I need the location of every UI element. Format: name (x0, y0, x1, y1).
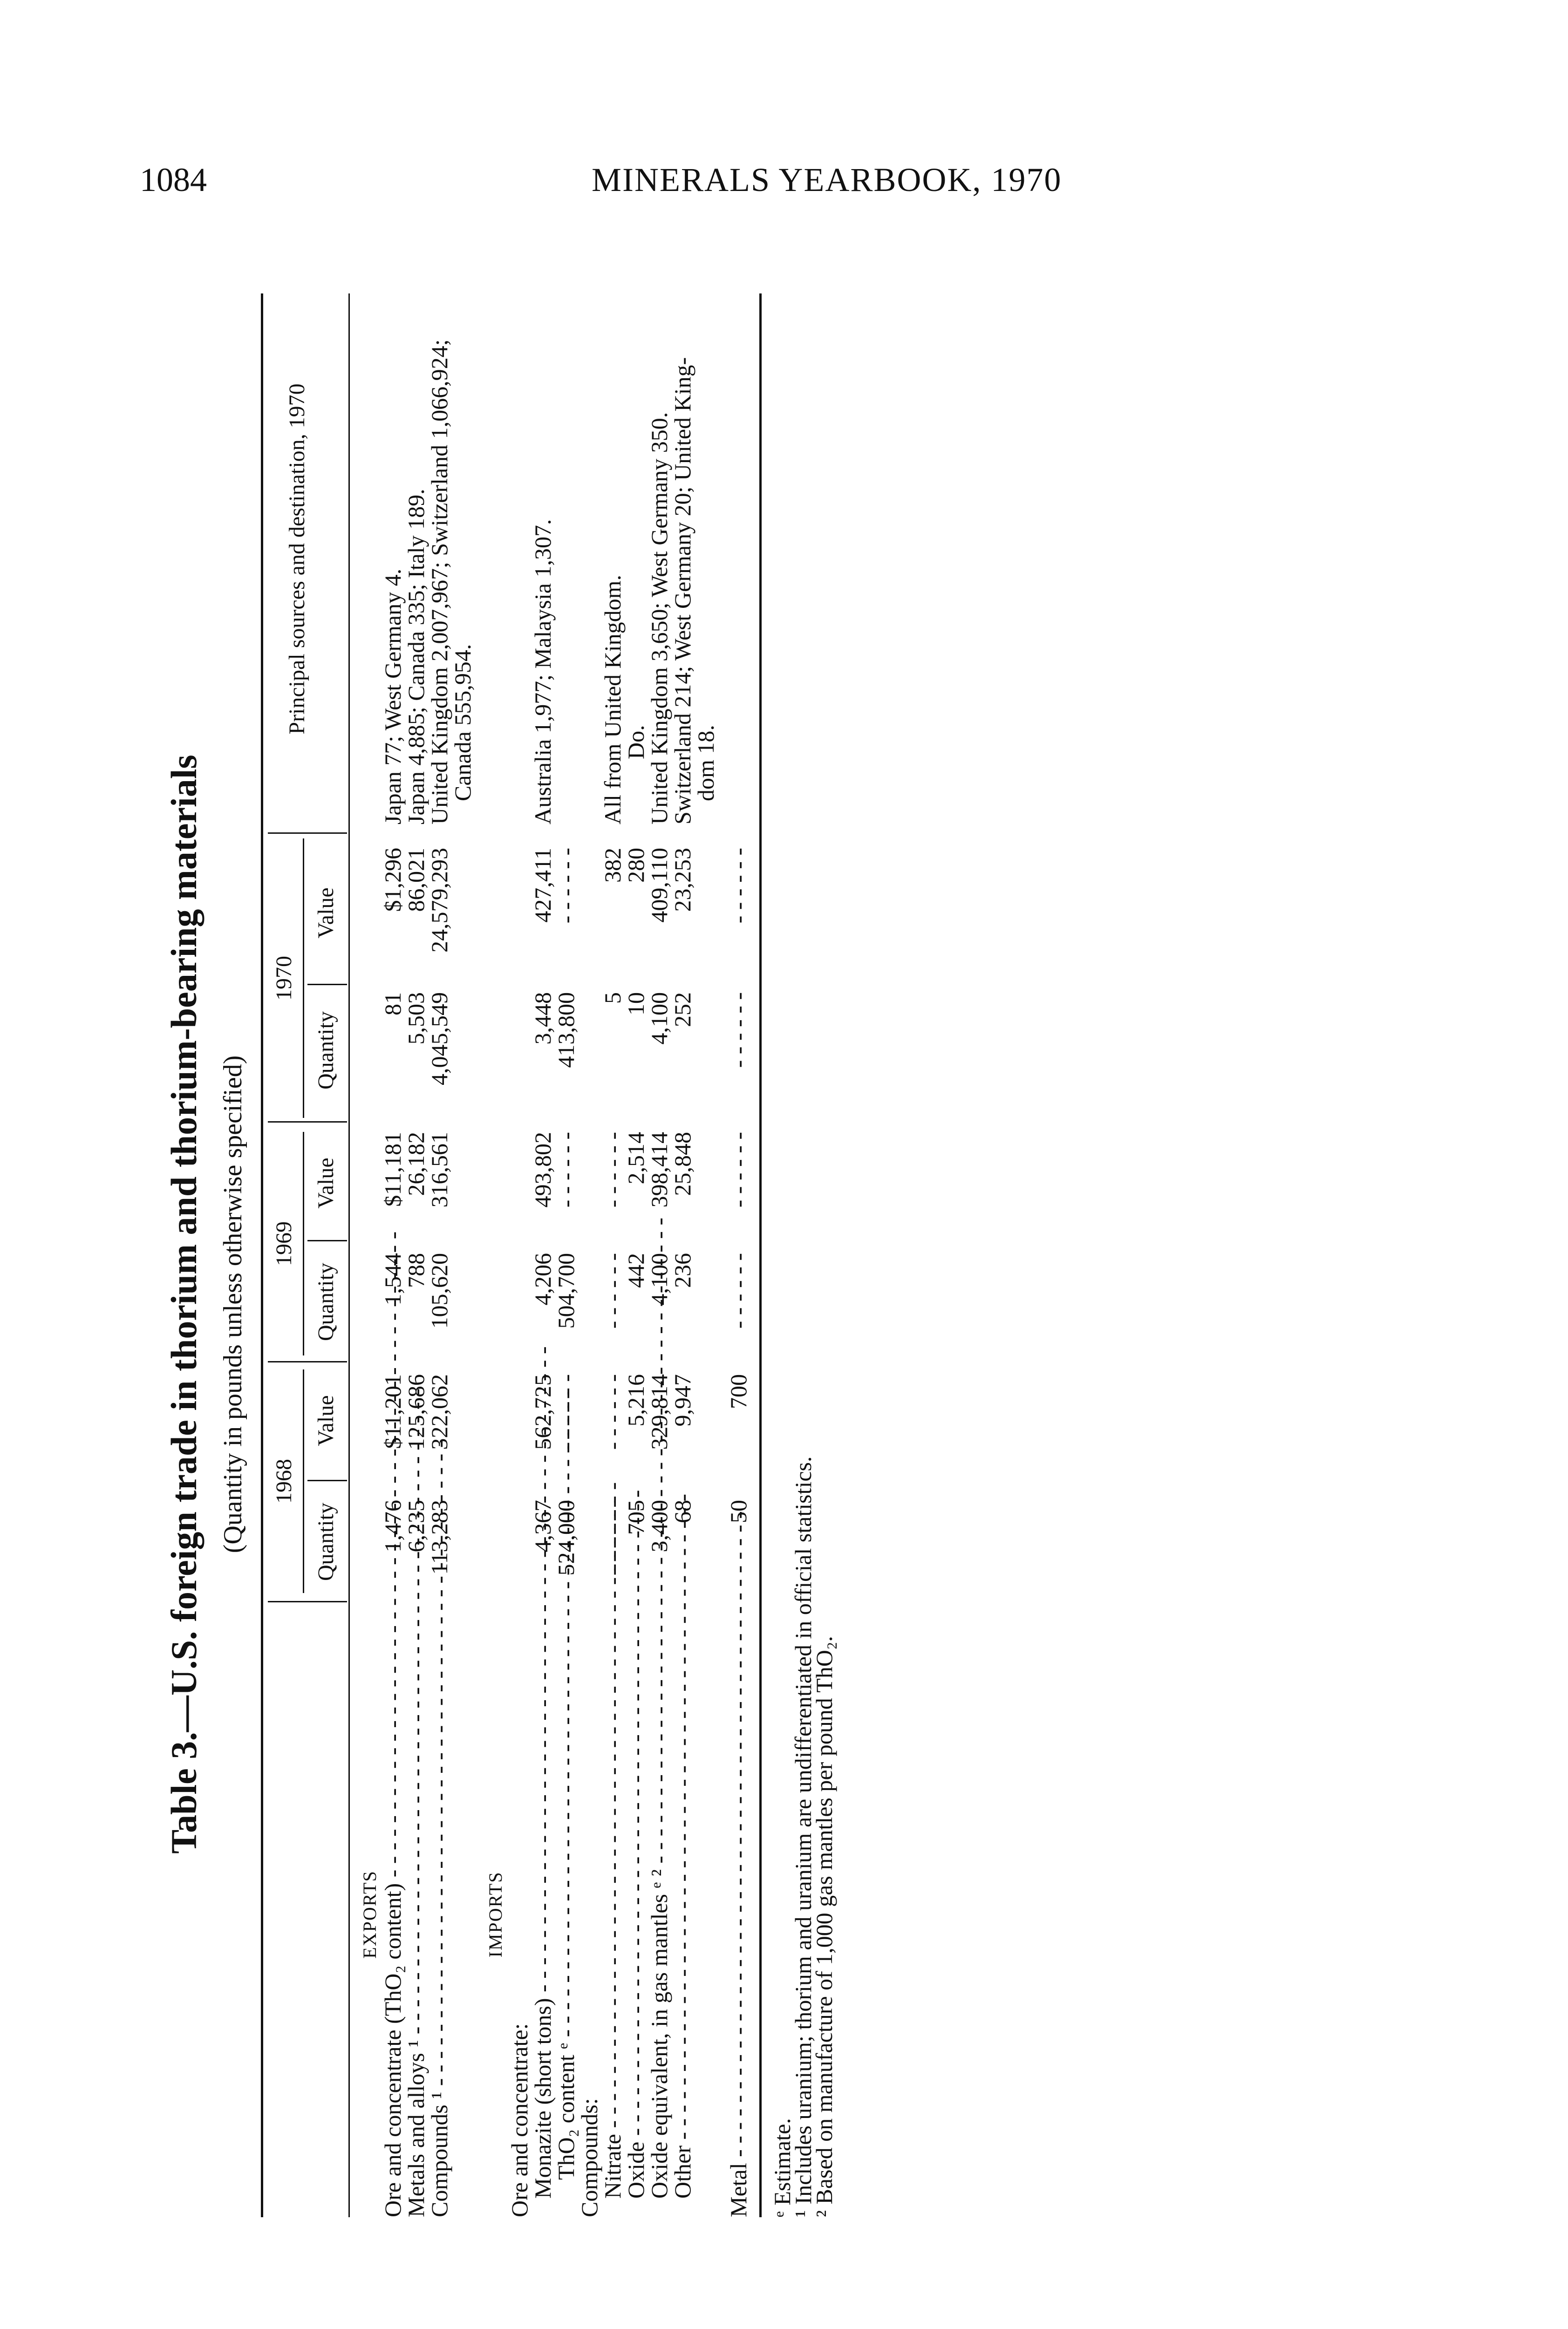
cell-value-1970: - - - - - - (553, 848, 579, 924)
cell-quantity-1969: - - - - - - (725, 1253, 751, 1329)
cell-quantity-1968: 1,476 (380, 1500, 406, 1553)
header-divider (268, 832, 347, 834)
cell-value-1968: 562,725 (530, 1374, 556, 1450)
row-label: Ore and concentrate: (506, 2023, 532, 2217)
header-value-1970: Value (314, 887, 338, 939)
cell-quantity-1970: 4,100 (646, 992, 672, 1045)
row-label: Metal - - - (727, 1612, 750, 2217)
cell-value-1968: $11,201 (380, 1374, 406, 1449)
cell-quantity-1969: 105,620 (426, 1253, 452, 1329)
header-divider (307, 984, 347, 985)
cell-value-1968: 322,062 (426, 1374, 452, 1450)
cell-value-1969: - - - - - - (553, 1132, 579, 1208)
cell-value-1970: 23,253 (669, 848, 695, 912)
footnote-estimate: ᵉ Estimate. (769, 2118, 795, 2217)
cell-sources-continued: dom 18. (693, 725, 719, 801)
cell-value-1968: 329,814 (646, 1374, 672, 1450)
cell-value-1970: 409,110 (646, 848, 672, 923)
cell-sources: Japan 4,885; Canada 335; Italy 189. (403, 489, 429, 824)
table-row (648, 293, 671, 2217)
header-bottom-rule (348, 293, 350, 2217)
cell-sources: United Kingdom 3,650; West Germany 350. (646, 412, 672, 824)
cell-value-1970: 24,579,293 (426, 848, 452, 953)
table-row (554, 293, 578, 2217)
year-1968: 1968 (272, 1459, 296, 1504)
cell-sources: Do. (623, 725, 649, 759)
cell-quantity-1970: 81 (380, 992, 406, 1015)
section-imports: IMPORTS (485, 1871, 506, 1958)
cell-value-1969: 2,514 (623, 1132, 649, 1185)
cell-quantity-1970: 413,800 (553, 992, 579, 1068)
table-row-continuation (451, 293, 474, 2217)
cell-sources: All from United Kingdom. (600, 574, 626, 824)
table-row-continuation (694, 293, 717, 2217)
header-quantity-1969: Quantity (314, 1263, 338, 1341)
cell-value-1969: - - - - - - (600, 1132, 626, 1208)
cell-value-1969: 25,848 (669, 1132, 695, 1196)
header-divider (268, 1121, 347, 1123)
table-row (404, 293, 428, 2217)
cell-quantity-1970: - - - - - - (725, 992, 751, 1068)
table-row (428, 293, 451, 2217)
cell-quantity-1968: 68 (669, 1500, 695, 1523)
cell-value-1969: 316,561 (426, 1132, 452, 1208)
cell-quantity-1969: 442 (623, 1253, 649, 1288)
cell-quantity-1969: - - - - - - (600, 1253, 626, 1329)
table-title: Table 3.—U.S. foreign trade in thorium and thorium-bearing materials (164, 755, 204, 1854)
header-divider (307, 1240, 347, 1241)
header-divider (268, 1601, 347, 1602)
cell-value-1968: 125,686 (403, 1374, 429, 1450)
row-label: Compounds ¹ - - - (428, 1612, 451, 2217)
table-row (578, 293, 601, 2217)
cell-value-1969: 398,414 (646, 1132, 672, 1208)
cell-sources-continued: Canada 555,954. (450, 644, 476, 801)
cell-quantity-1970: 4,045,549 (426, 992, 452, 1085)
row-label: Compounds: (576, 2098, 602, 2217)
header-quantity-1970: Quantity (314, 1011, 338, 1090)
row-label: Oxide - - - (624, 1612, 648, 2217)
table-row (601, 293, 624, 2217)
cell-value-1969: $11,181 (380, 1132, 406, 1207)
cell-value-1968: - - - - - - (600, 1374, 626, 1450)
cell-value-1970: 280 (623, 848, 649, 883)
row-label: Ore and concentrate (ThO₂ content) - - - (381, 1612, 404, 2217)
rule-1969 (303, 1132, 304, 1355)
sources-header: Principal sources and destination, 1970 (285, 383, 309, 735)
year-1969: 1969 (272, 1221, 296, 1266)
cell-quantity-1969: 4,206 (530, 1253, 556, 1306)
cell-quantity-1968: 705 (623, 1500, 649, 1535)
footnote-2: ² Based on manufacture of 1,000 gas mantles per pound ThO₂. (811, 1636, 837, 2217)
cell-value-1970: 86,021 (403, 848, 429, 912)
year-1970: 1970 (272, 956, 296, 1001)
header-value-1968: Value (314, 1395, 338, 1446)
row-label: Nitrate - - - (601, 1612, 624, 2217)
cell-value-1970: 382 (600, 848, 626, 883)
row-label: Metals and alloys ¹ - - - (404, 1612, 428, 2217)
cell-value-1970: - - - - - - (725, 848, 751, 924)
page-number: 1084 (140, 161, 207, 198)
cell-quantity-1969: 788 (403, 1253, 429, 1288)
cell-quantity-1970: 3,448 (530, 992, 556, 1045)
row-label: ThO₂ content ᵉ - - - (554, 1612, 578, 2217)
table-row (671, 293, 694, 2217)
cell-quantity-1968: 113,283 (426, 1500, 452, 1575)
table-bottom-rule (759, 293, 762, 2217)
table-top-rule (261, 293, 263, 2217)
row-label: Monazite (short tons) - - - (531, 1612, 554, 2217)
rule-1970 (303, 838, 304, 1118)
header-value-1969: Value (314, 1158, 338, 1209)
cell-quantity-1968: 524,000 (553, 1500, 579, 1576)
cell-sources: Australia 1,977; Malaysia 1,307. (530, 519, 556, 824)
cell-quantity-1968: - - - - - - (600, 1500, 626, 1576)
cell-value-1969: - - - - - - (725, 1132, 751, 1208)
cell-quantity-1968: 50 (725, 1500, 751, 1523)
footnote-1: ¹ Includes uranium; thorium and uranium are undifferentiated in official statistics. (790, 1456, 816, 2217)
cell-quantity-1969: 4,100 (646, 1253, 672, 1306)
cell-sources: Switzerland 214; West Germany 20; United King- (669, 357, 695, 824)
running-title: MINERALS YEARBOOK, 1970 (592, 161, 1062, 198)
table-row (531, 293, 554, 2217)
table-row (727, 293, 750, 2217)
cell-quantity-1970: 252 (669, 992, 695, 1027)
cell-quantity-1969: 1,544 (380, 1253, 406, 1306)
table-row (624, 293, 648, 2217)
header-divider (268, 1361, 347, 1362)
cell-quantity-1968: 3,400 (646, 1500, 672, 1553)
cell-quantity-1970: 10 (623, 992, 649, 1015)
cell-quantity-1968: 6,235 (403, 1500, 429, 1553)
row-label: Oxide equivalent, in gas mantles ᵉ ² - - - (648, 1612, 671, 2217)
cell-sources: Japan 77; West Germany 4. (380, 568, 406, 824)
cell-quantity-1968: 4,367 (530, 1500, 556, 1553)
cell-value-1970: 427,411 (530, 848, 556, 923)
header-divider (307, 1480, 347, 1481)
section-exports: EXPORTS (359, 1870, 380, 1959)
table-row (508, 293, 531, 2217)
rotated-table (163, 279, 837, 2329)
cell-value-1969: 26,182 (403, 1132, 429, 1196)
cell-quantity-1969: 236 (669, 1253, 695, 1288)
cell-value-1968: 5,216 (623, 1374, 649, 1427)
cell-value-1968: 9,947 (669, 1374, 695, 1427)
cell-value-1969: 493,802 (530, 1132, 556, 1208)
header-quantity-1968: Quantity (314, 1503, 338, 1581)
rule-1968 (303, 1369, 304, 1593)
table-subtitle: (Quantity in pounds unless otherwise specified) (218, 1055, 247, 1553)
cell-value-1970: $1,296 (380, 848, 406, 912)
cell-sources: United Kingdom 2,007,967; Switzerland 1,066,924; (426, 339, 452, 824)
cell-value-1968: - - - - - - (553, 1374, 579, 1450)
row-label: Other - - - (671, 1612, 694, 2217)
table-row (381, 293, 404, 2217)
cell-value-1968: 700 (725, 1374, 751, 1409)
cell-quantity-1970: 5,503 (403, 992, 429, 1045)
cell-quantity-1969: 504,700 (553, 1253, 579, 1329)
cell-quantity-1970: 5 (600, 992, 626, 1004)
